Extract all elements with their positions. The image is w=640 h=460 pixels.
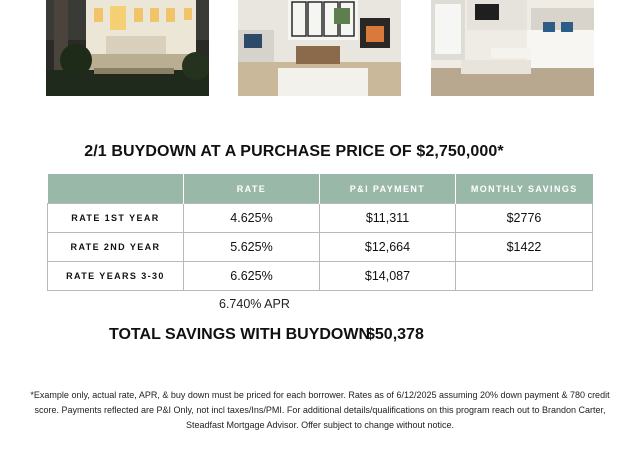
table-row bbox=[48, 204, 593, 233]
column-header-rate: RATE bbox=[184, 174, 320, 204]
row-label: RATE YEARS 3-30 bbox=[48, 262, 184, 291]
total-savings-amount: $50,378 bbox=[366, 326, 424, 343]
rate-cell: 6.625% bbox=[184, 262, 320, 291]
page-title: 2/1 BUYDOWN AT A PURCHASE PRICE OF $2,750,000* bbox=[84, 143, 504, 160]
column-header-payment: P&I PAYMENT bbox=[320, 174, 456, 204]
living-room-illustration bbox=[238, 0, 401, 96]
buydown-rate-table bbox=[47, 174, 593, 291]
savings-cell: $1422 bbox=[456, 233, 593, 262]
house-exterior-illustration bbox=[46, 0, 209, 96]
payment-cell: $14,087 bbox=[320, 262, 456, 291]
table-header-row bbox=[48, 174, 593, 204]
rate-cell: 4.625% bbox=[184, 204, 320, 233]
row-label: RATE 2ND YEAR bbox=[48, 233, 184, 262]
row-label: RATE 1ST YEAR bbox=[48, 204, 184, 233]
table-row bbox=[48, 262, 593, 291]
apr-note: 6.740% APR bbox=[219, 297, 290, 311]
disclaimer-text: *Example only, actual rate, APR, & buy down must be priced for each borrower. Rates as of 6/12/2025 assuming 20% down payment & 780 credit score. Payments reflected are P&I Only, not incl taxes/Ins/PMI. For additional details/qualifications on this program reach out to Brandon Carter, Steadfast Mortgage Advisor. Offer subject to change without notice. bbox=[30, 390, 610, 431]
savings-cell bbox=[456, 262, 593, 291]
payment-cell: $12,664 bbox=[320, 233, 456, 262]
bedroom-photo bbox=[431, 0, 594, 96]
payment-cell: $11,311 bbox=[320, 204, 456, 233]
savings-cell: $2776 bbox=[456, 204, 593, 233]
living-room-photo bbox=[238, 0, 401, 96]
total-savings-label: TOTAL SAVINGS WITH BUYDOWN bbox=[109, 326, 371, 343]
house-exterior-photo bbox=[46, 0, 209, 96]
table-row bbox=[48, 233, 593, 262]
rate-cell: 5.625% bbox=[184, 233, 320, 262]
column-header-label bbox=[48, 174, 184, 204]
bedroom-illustration bbox=[431, 0, 594, 96]
column-header-savings: MONTHLY SAVINGS bbox=[456, 174, 593, 204]
